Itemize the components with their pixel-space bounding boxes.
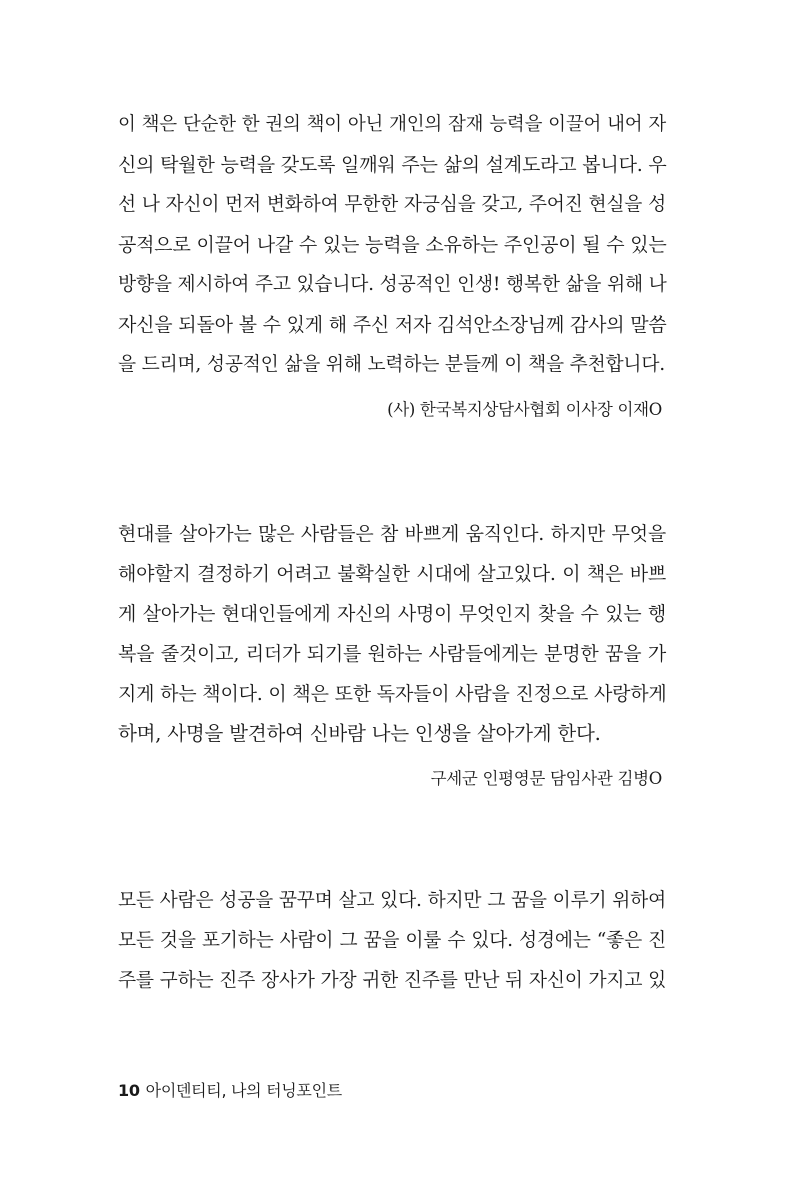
recommendation-paragraph bbox=[118, 105, 666, 385]
text-line: 현대를 살아가는 많은 사람들은 참 바쁘게 움직인다. 하지만 무엇을 bbox=[118, 523, 666, 545]
text-line: 해야할지 결정하기 어려고 불확실한 시대에 살고있다. 이 책은 바쁘 bbox=[118, 563, 666, 585]
text-line: 자신을 되돌아 볼 수 있게 해 주신 저자 김석안소장님께 감사의 말씀 bbox=[118, 314, 667, 336]
recommender-signature: (사) 한국복지상담사협회 이사장 이재O bbox=[387, 400, 662, 419]
text-line: 하며, 사명을 발견하여 신바람 나는 인생을 살아가게 한다. bbox=[118, 722, 601, 745]
recommender-signature: 구세군 인평영문 담임사관 김병O bbox=[430, 769, 662, 788]
text-line: 신의 탁월한 능력을 갖도록 일깨워 주는 삶의 설계도라고 봅니다. 우 bbox=[118, 154, 667, 176]
text-line: 복을 줄것이고, 리더가 되기를 원하는 사람들에게는 분명한 꿈을 가 bbox=[118, 643, 666, 665]
text-line: 지게 하는 책이다. 이 책은 또한 독자들이 사람을 진정으로 사랑하게 bbox=[118, 683, 667, 705]
text-line: 주를 구하는 진주 장사가 가장 귀한 진주를 만난 뒤 자신이 가지고 있 bbox=[118, 970, 666, 991]
text-line: 방향을 제시하여 주고 있습니다. 성공적인 인생! 행복한 삶을 위해 나 bbox=[118, 274, 667, 295]
text-line: 선 나 자신이 먼저 변화하여 무한한 자긍심을 갖고, 주어진 현실을 성 bbox=[118, 194, 666, 215]
text-line: 모든 것을 포기하는 사람이 그 꿈을 이룰 수 있다. 성경에는 “좋은 진 bbox=[118, 930, 666, 951]
text-line: 공적으로 이끌어 나갈 수 있는 능력을 소유하는 주인공이 될 수 있는 bbox=[118, 234, 667, 256]
page-number: 10 bbox=[118, 1081, 140, 1100]
text-line: 게 살아가는 현대인들에게 자신의 사명이 무엇인지 찾을 수 있는 행 bbox=[118, 603, 666, 625]
running-title: 아이덴티티, 나의 터닝포인트 bbox=[145, 1081, 342, 1100]
text-line: 모든 사람은 성공을 꿈꾸며 살고 있다. 하지만 그 꿈을 이루기 위하여 bbox=[118, 890, 666, 911]
page-footer bbox=[118, 1080, 342, 1102]
recommendation-paragraph bbox=[118, 881, 666, 1001]
text-line: 을 드리며, 성공적인 삶을 위해 노력하는 분들께 이 책을 추천합니다. bbox=[118, 354, 665, 375]
text-line: 이 책은 단순한 한 권의 책이 아닌 개인의 잠재 능력을 이끌어 내어 자 bbox=[118, 114, 666, 135]
recommendation-paragraph bbox=[118, 514, 666, 754]
